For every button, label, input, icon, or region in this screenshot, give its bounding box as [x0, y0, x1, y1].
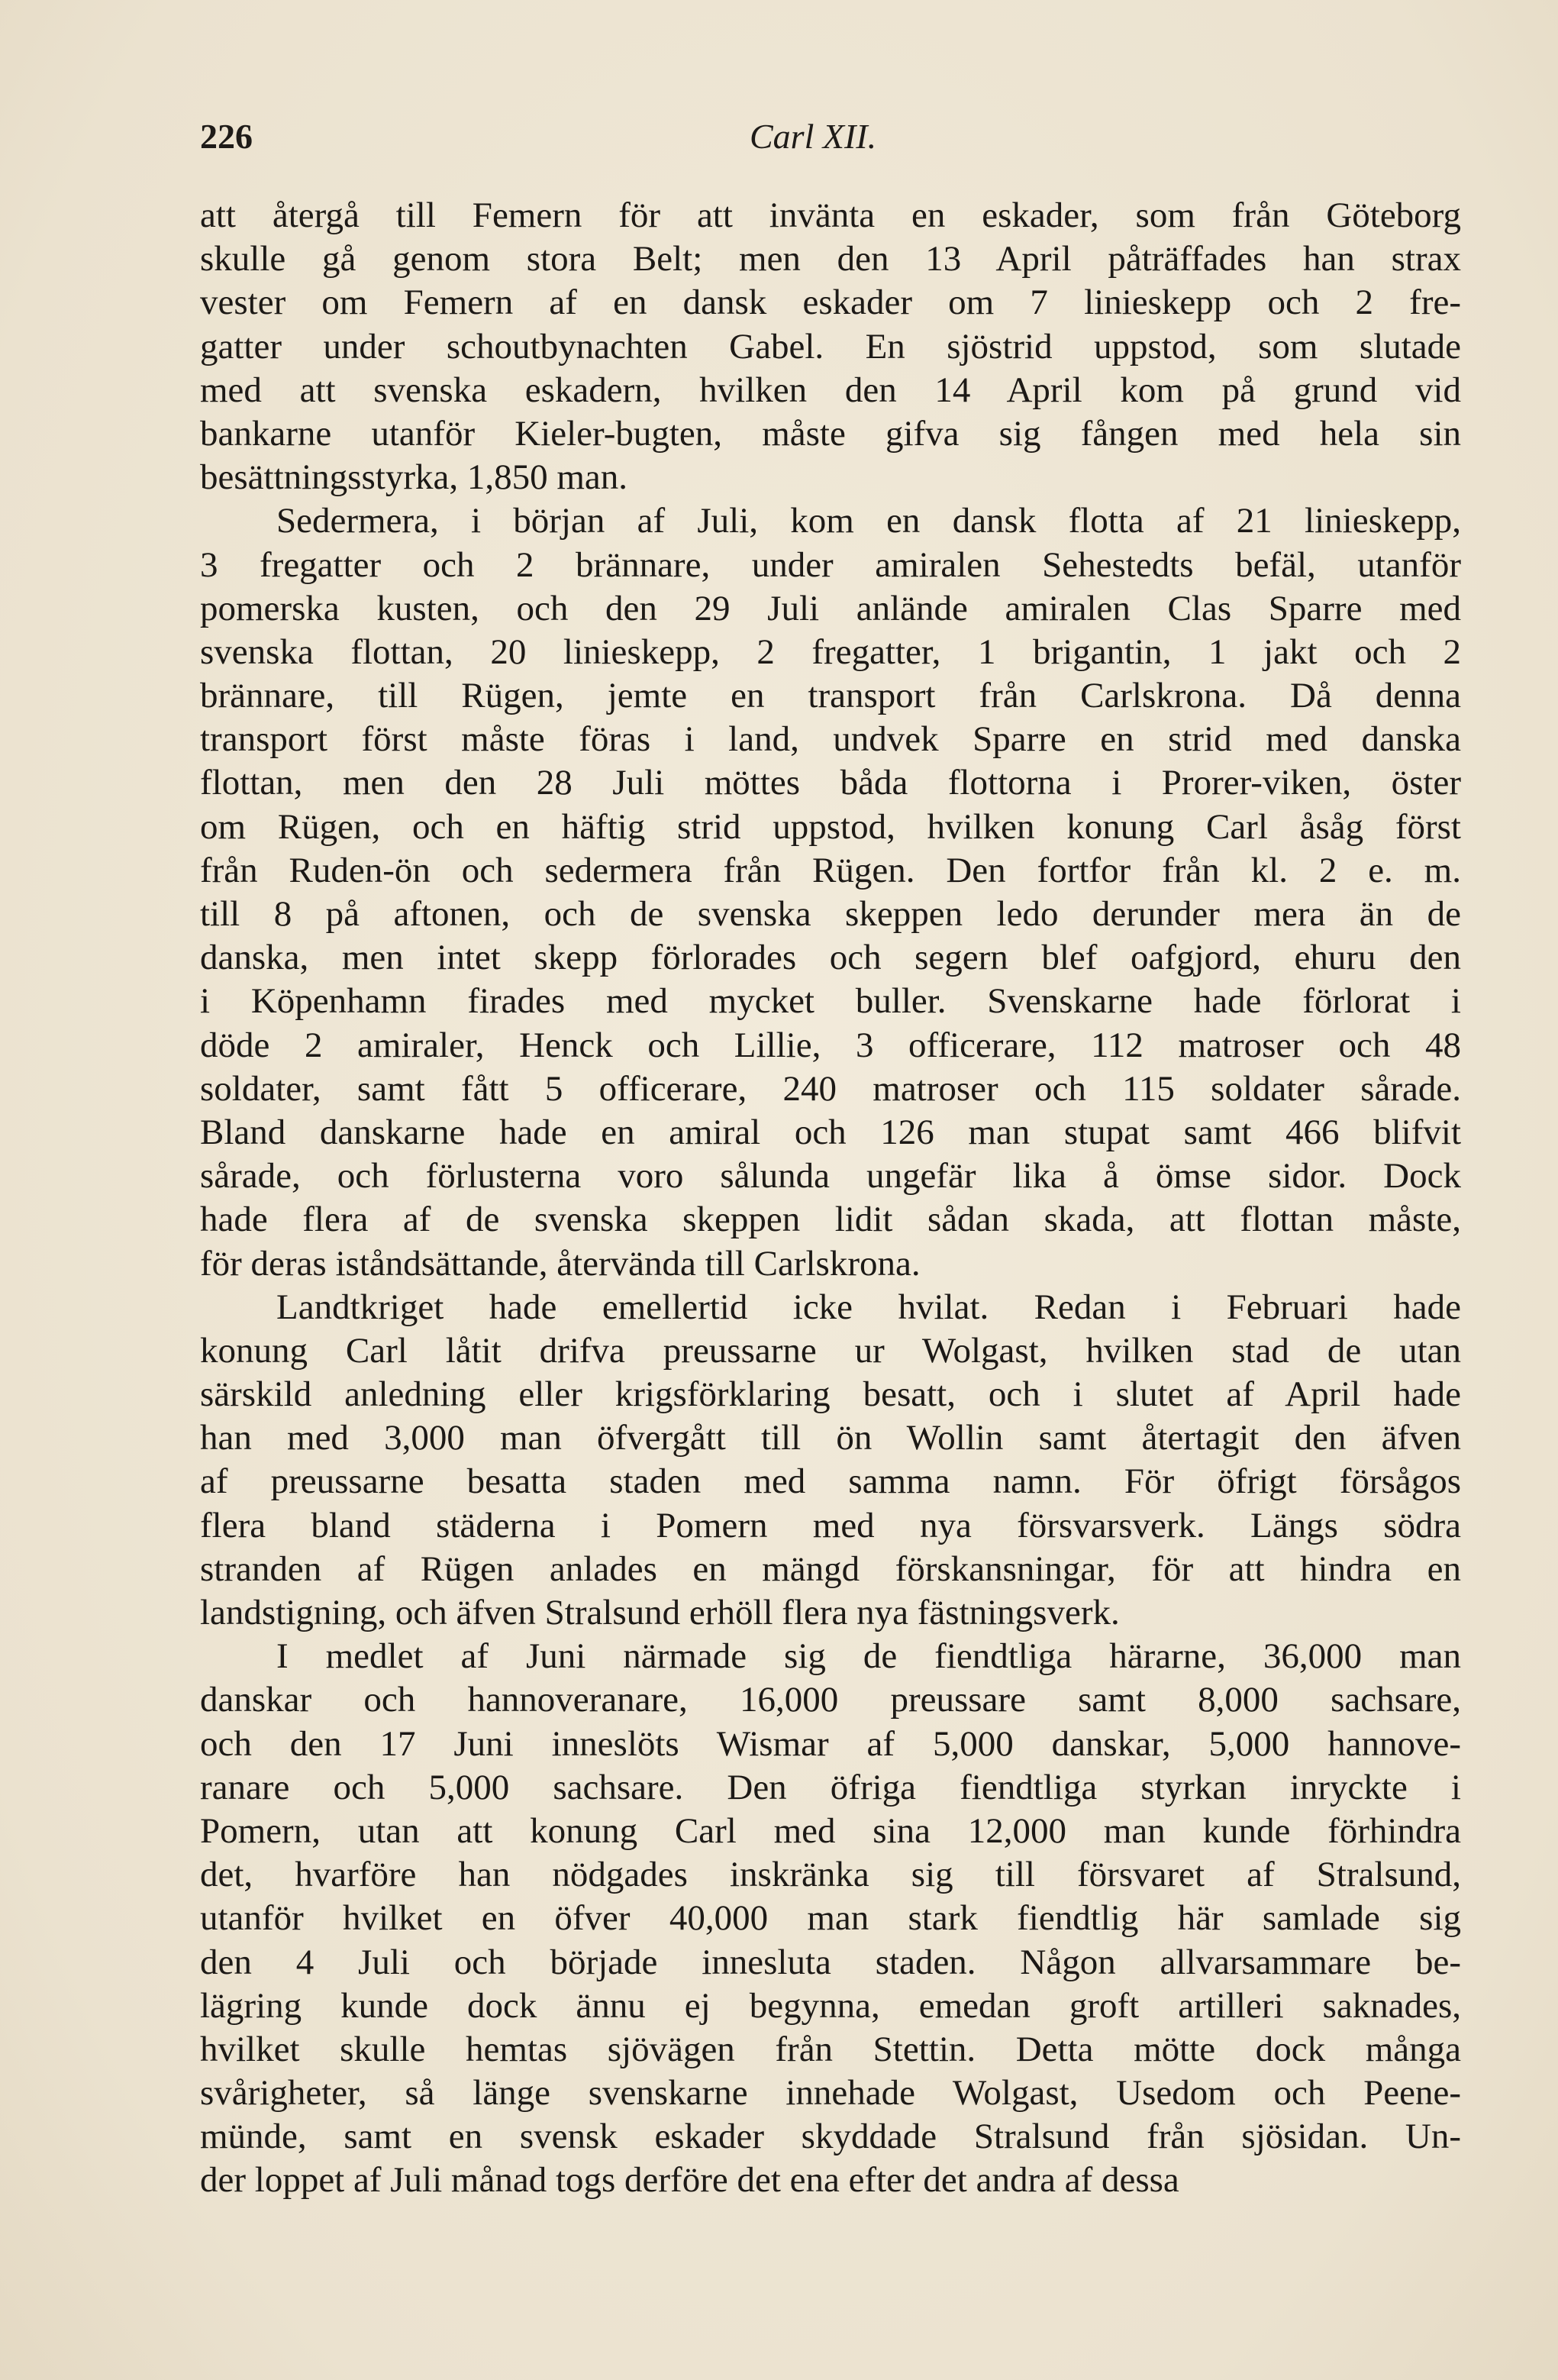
running-head [200, 116, 1461, 170]
text-line: lägring kunde dock ännu ej begynna, emedan groft artilleri saknades, [200, 1985, 1461, 2026]
text-line: särskild anledning eller krigsförklaring besatt, och i slutet af April hade [200, 1374, 1461, 1415]
page-number: 226 [200, 117, 253, 156]
text-line: danskar och hannoveranare, 16,000 preussare samt 8,000 sachsare, [200, 1680, 1461, 1720]
text-line: att återgå till Femern för att invänta en eskader, som från Göteborg [200, 195, 1461, 235]
text-line: om Rügen, och en häftig strid uppstod, hvilken konung Carl åsåg först [200, 806, 1461, 847]
text-line: skulle gå genom stora Belt; men den 13 April påträffades han strax [200, 239, 1461, 279]
text-line: af preussarne besatta staden med samma namn. För öfrigt försågos [200, 1461, 1461, 1502]
text-line: till 8 på aftonen, och de svenska skeppen ledo derunder mera än de [200, 894, 1461, 934]
text-line: transport först måste föras i land, undvek Sparre en strid med danska [200, 719, 1461, 760]
text-line: I medlet af Juni närmade sig de fiendtliga härarne, 36,000 man [276, 1636, 1461, 1677]
text-line: münde, samt en svensk eskader skyddade Stralsund från sjösidan. Un- [200, 2117, 1461, 2157]
text-line: pomerska kusten, och den 29 Juli anlände amiralen Clas Sparre med [200, 588, 1461, 628]
text-line: 3 fregatter och 2 brännare, under amiralen Sehestedts befäl, utanför [200, 544, 1461, 585]
text-line: gatter under schoutbynachten Gabel. En sjöstrid uppstod, som slutade [200, 326, 1461, 367]
text-line: döde 2 amiraler, Henck och Lillie, 3 officerare, 112 matroser och 48 [200, 1025, 1461, 1065]
text-line: soldater, samt fått 5 officerare, 240 matroser och 115 soldater sårade. [200, 1068, 1461, 1109]
text-line: flottan, men den 28 Juli möttes båda flottorna i Prorer-viken, öster [200, 763, 1461, 803]
text-line: svenska flottan, 20 linieskepp, 2 fregatter, 1 brigantin, 1 jakt och 2 [200, 631, 1461, 672]
paragraph [200, 1635, 1461, 2202]
text-line: han med 3,000 man öfvergått till ön Wollin samt återtagit den äfven [200, 1418, 1461, 1458]
text-line: Pomern, utan att konung Carl med sina 12,000 man kunde förhindra [200, 1810, 1461, 1851]
text-line: det, hvarföre han nödgades inskränka sig till försvaret af Stralsund, [200, 1855, 1461, 1895]
text-line: vester om Femern af en dansk eskader om 7 linieskepp och 2 fre- [200, 283, 1461, 323]
text-line: sårade, och förlusterna voro sålunda ungefär lika å ömse sidor. Dock [200, 1156, 1461, 1196]
text-line: Sedermera, i början af Juli, kom en dansk flotta af 21 linieskepp, [276, 501, 1461, 541]
text-line: stranden af Rügen anlades en mängd förskansningar, för att hindra en [200, 1548, 1461, 1589]
text-line: konung Carl låtit drifva preussarne ur Wolgast, hvilken stad de utan [200, 1330, 1461, 1371]
text-line: landstigning, och äfven Stralsund erhöll flera nya fästningsverk. [200, 1593, 1120, 1632]
running-title: Carl XII. [750, 117, 877, 156]
text-line: den 4 Juli och började innesluta staden. Någon allvarsammare be- [200, 1942, 1461, 1982]
text-line: besättningsstyrka, 1,850 man. [200, 457, 628, 498]
paragraph [200, 1286, 1461, 1636]
text-line: flera bland städerna i Pomern med nya försvarsverk. Längs södra [200, 1505, 1461, 1545]
text-line: hade flera af de svenska skeppen lidit sådan skada, att flottan måste, [200, 1200, 1461, 1240]
text-line: brännare, till Rügen, jemte en transport från Carlskrona. Då denna [200, 676, 1461, 716]
text-line: danska, men intet skepp förlorades och segern blef oafgjord, ehuru den [200, 938, 1461, 978]
text-line: der loppet af Juli månad togs derföre det ena efter det andra af dessa [200, 2160, 1179, 2201]
paragraph [200, 194, 1461, 499]
body-text [200, 194, 1461, 2203]
text-line: Bland danskarne hade en amiral och 126 man stupat samt 466 blifvit [200, 1112, 1461, 1152]
text-line: från Ruden-ön och sedermera från Rügen. Den fortfor från kl. 2 e. m. [200, 850, 1461, 890]
text-line: med att svenska eskadern, hvilken den 14 April kom på grund vid [200, 370, 1461, 410]
text-line: ranare och 5,000 sachsare. Den öfriga fiendtliga styrkan inryckte i [200, 1767, 1461, 1807]
text-line: svårigheter, så länge svenskarne innehade Wolgast, Usedom och Peene- [200, 2073, 1461, 2114]
text-line: för deras iståndsättande, återvända till Carlskrona. [200, 1243, 921, 1284]
paragraph [200, 499, 1461, 1285]
text-line: bankarne utanför Kieler-bugten, måste gifva sig fången med hela sin [200, 413, 1461, 454]
text-line: hvilket skulle hemtas sjövägen från Stettin. Detta mötte dock många [200, 2029, 1461, 2069]
text-line: och den 17 Juni inneslöts Wismar af 5,000 danskar, 5,000 hannove- [200, 1723, 1461, 1764]
text-line: Landtkriget hade emellertid icke hvilat. Redan i Februari hade [276, 1287, 1461, 1327]
text-line: utanför hvilket en öfver 40,000 man stark fiendtlig här samlade sig [200, 1898, 1461, 1939]
text-line: i Köpenhamn firades med mycket buller. Svenskarne hade förlorat i [200, 981, 1461, 1022]
